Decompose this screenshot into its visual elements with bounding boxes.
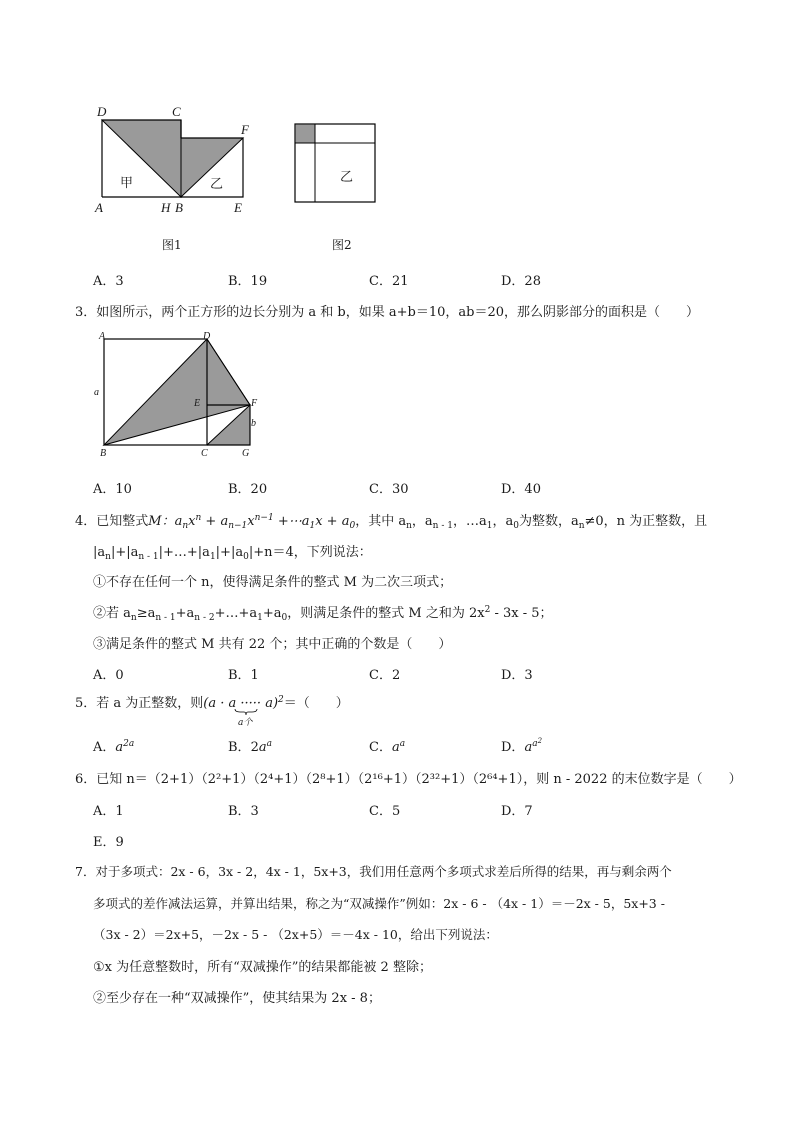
q3-text: 3．如图所示，两个正方形的边长分别为 a 和 b，如果 a+b＝10，ab＝20，那么阴影部分的面积是（ ） [75, 305, 699, 320]
q6-option-a[interactable]: A．1 [93, 804, 124, 819]
fig1-label-D: D [97, 104, 107, 119]
q4-statement-3: ③满足条件的整式 M 共有 22 个；其中正确的个数是（ ） [93, 637, 452, 652]
fig3-label-a: a [94, 387, 99, 398]
q6-text: 6．已知 n＝（2+1）（2²+1）（2⁴+1）（2⁸+1）（2¹⁶+1）（2³²+1）（2⁶⁴+1），则 n - 2022 的末位数字是（ ） [75, 772, 742, 787]
q7-line-1: 7．对于多项式：2x - 6，3x - 2，4x - 1，5x+3，我们用任意两个多项式求差后所得的结果，再与剩余两个 [75, 864, 672, 879]
q4-polynomial: M：$a_nx^n + a_{n-1}x^{n-1}$ $+\cdots a_1x + a_0$ [148, 513, 356, 531]
fig1-label-C: C [172, 104, 181, 119]
q6-option-c[interactable]: C．5 [369, 804, 401, 819]
q4-statement-2: ②若 $a_n\ge a_{n - 1}+a_{n - 2}+\dots+a_1+a_0$，则满足条件的整式 M 之和为 $2x^2 - 3x - 5$； [93, 605, 553, 623]
fig1-label-A: A [95, 200, 103, 215]
fig3-label-E: E [194, 398, 201, 409]
q3-option-b[interactable]: B．20 [228, 482, 268, 497]
q7-statement-2: ②至少存在一种“双减操作”，使其结果为 2x - 8； [93, 991, 381, 1006]
fig3-label-C: C [201, 448, 208, 459]
q2-option-a[interactable]: A．3 [93, 274, 124, 289]
fig3-label-D: D [203, 331, 211, 342]
figure-3 [95, 332, 265, 464]
q3-option-a[interactable]: A．10 [93, 482, 132, 497]
fig2-caption: 图2 [332, 238, 352, 252]
fig3-label-B: B [100, 448, 107, 459]
fig1-label-B: B [175, 200, 183, 215]
q4-option-a[interactable]: A．0 [93, 668, 124, 683]
q5-option-a[interactable]: A．$a^{2a}$ [93, 739, 135, 755]
fig1-label-yi: 乙 [210, 177, 224, 192]
fig1-label-F: F [241, 122, 249, 137]
fig1-caption: 图1 [162, 238, 182, 252]
q7-statement-1: ①x 为任意整数时，所有“双减操作”的结果都能被 2 整除； [93, 960, 432, 975]
fig1-label-H: H [161, 200, 171, 215]
q2-option-c[interactable]: C．21 [369, 274, 409, 289]
fig2-label-yi: 乙 [340, 170, 354, 185]
q5-text: 5．若 a 为正整数，则(a · a ····· a)$^2$＝（ ） [75, 695, 349, 711]
fig3-label-b: b [251, 418, 256, 429]
q5-option-d[interactable]: D．$a^{a^2}$ [501, 737, 543, 755]
q5-option-b[interactable]: B．$2a^a$ [228, 739, 272, 755]
q4-option-d[interactable]: D．3 [501, 668, 533, 683]
q2-option-b[interactable]: B．19 [228, 274, 268, 289]
q7-line-2: 多项式的差作减法运算，并算出结果，称之为“双减操作”例如：2x - 6 - （4x - 1）＝－2x - 5，5x+3 - [93, 896, 665, 911]
q6-option-b[interactable]: B．3 [228, 804, 259, 819]
q4-statement-1: ①不存在任何一个 n，使得满足条件的整式 M 为二次三项式； [93, 575, 453, 590]
q7-line-3: （3x - 2）＝2x+5，－2x - 5 - （2x+5）＝－4x - 10，给出下列说法： [93, 927, 498, 942]
fig3-label-A: A [99, 331, 106, 342]
q3-option-c[interactable]: C．30 [369, 482, 409, 497]
q3-option-d[interactable]: D．40 [501, 482, 541, 497]
q4-option-b[interactable]: B．1 [228, 668, 259, 683]
q2-option-d[interactable]: D．28 [501, 274, 541, 289]
q5-brace-label: a个 [238, 718, 253, 728]
q5-expression: (a · a ····· a)$^2$ [203, 695, 284, 711]
fig3-label-F: F [251, 398, 258, 409]
q4-line-1: 4．已知整式M：$a_nx^n + a_{n-1}x^{n-1}$ $+\cdots a_1x + a_0$，其中 $a_n$，$a_{n - 1}$，$\dots a_1$，$a_0$为整数，$a_n\ne 0$，n 为正整数，且 [75, 513, 708, 531]
q4-line-2: $|a_n|+|a_{n - 1}|+\dots+|a_1|+|a_0|+n=4$，下列说法： [93, 545, 372, 562]
q6-option-d[interactable]: D．7 [501, 804, 533, 819]
q4-option-c[interactable]: C．2 [369, 668, 401, 683]
q5-option-c[interactable]: C．$a^a$ [369, 739, 406, 755]
fig1-label-E: E [234, 200, 242, 215]
figure-2 [290, 120, 380, 206]
fig3-label-G: G [242, 448, 250, 459]
q6-option-e[interactable]: E．9 [93, 835, 124, 850]
fig1-label-jia: 甲 [120, 176, 134, 191]
